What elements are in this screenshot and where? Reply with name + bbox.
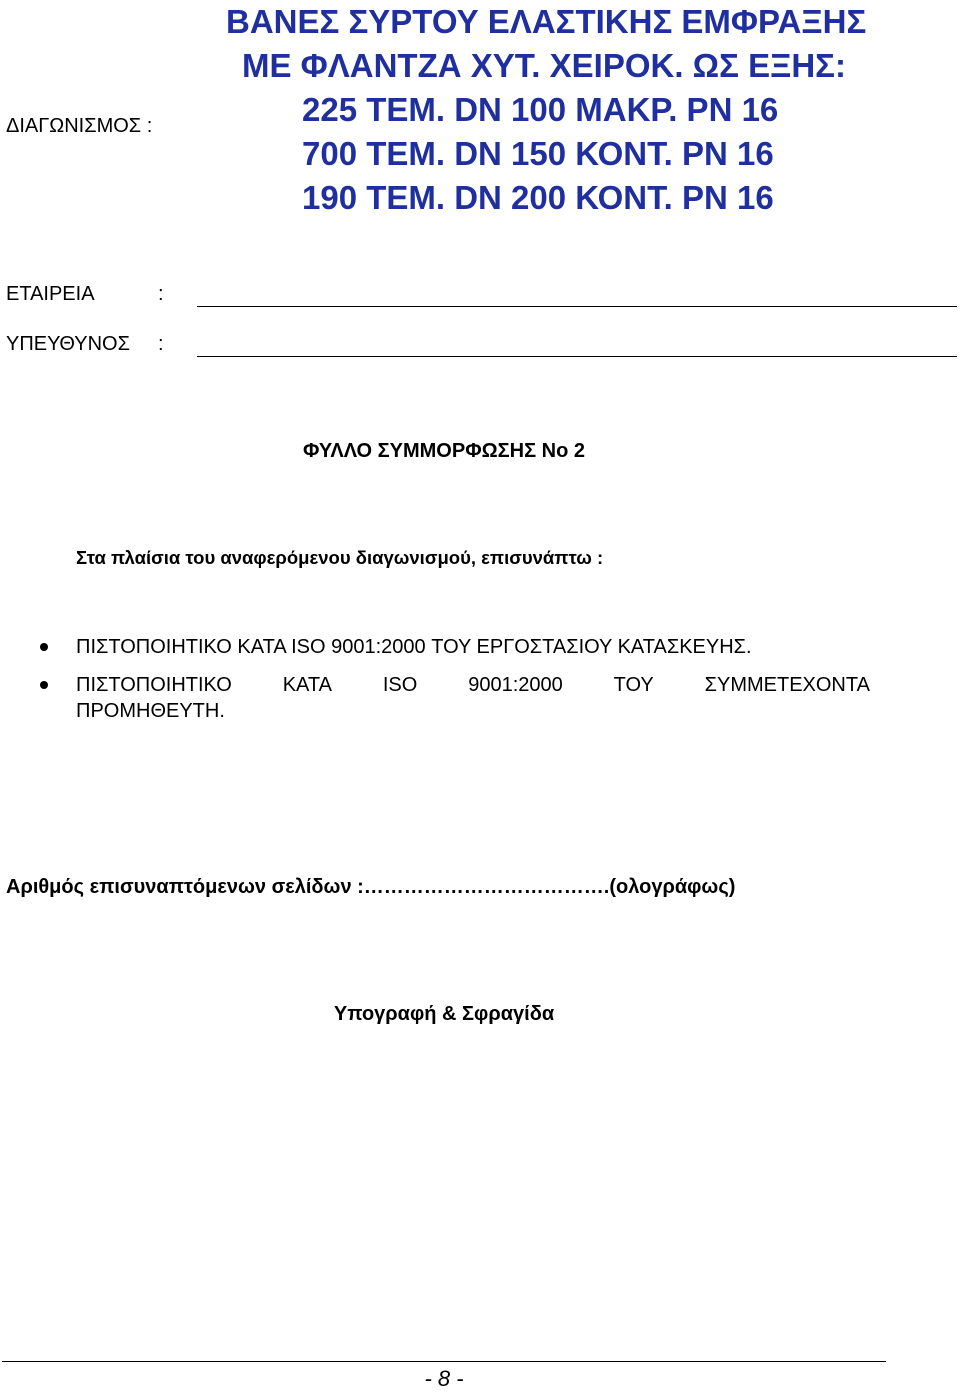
manager-fill-line[interactable] (197, 356, 957, 357)
list-item (0, 672, 960, 724)
company-colon: : (158, 283, 164, 305)
title-line: 700 ΤΕΜ. DN 150 ΚΟΝΤ. PN 16 (302, 135, 774, 172)
company-fill-line[interactable] (197, 306, 957, 307)
list-item-continuation: ΠΡΟΜΗΘΕΥΤΗ. (76, 700, 225, 722)
footer-divider (2, 1361, 886, 1362)
bullet-icon (40, 643, 48, 651)
title-line: ΜΕ ΦΛΑΝΤΖΑ ΧΥΤ. ΧΕΙΡΟΚ. ΩΣ ΕΞΗΣ: (242, 47, 846, 84)
title-line: 190 ΤΕΜ. DN 200 ΚΟΝΤ. PN 16 (302, 179, 774, 216)
list-item-word: ΚΑΤΑ (282, 674, 332, 696)
tender-title (222, 0, 952, 220)
list-item-word: ΠΙΣΤΟΠΟΙΗΤΙΚΟ (76, 674, 232, 696)
page-number: - 8 - (424, 1366, 464, 1391)
bullet-icon (40, 681, 48, 689)
list-item-word: 9001:2000 (468, 674, 563, 696)
compliance-sheet-title: ΦΥΛΛΟ ΣΥΜΜΟΡΦΩΣΗΣ Νο 2 (303, 440, 585, 462)
list-item-word: ISO (382, 674, 418, 696)
intro-text: Στα πλαίσια του αναφερόμενου διαγωνισμού, επισυνάπτω : (76, 547, 604, 568)
attached-pages-count: Αριθμός επισυναπτόμενων σελίδων :……………………………….(ολογράφως) (6, 876, 736, 898)
manager-colon: : (158, 333, 164, 355)
list-item-line (76, 672, 870, 698)
manager-label: ΥΠΕΥΘΥΝΟΣ (6, 333, 130, 355)
company-label: ΕΤΑΙΡΕΙΑ (6, 283, 95, 305)
list-item-text: ΠΙΣΤΟΠΟΙΗΤΙΚΟ ΚΑΤΑ ISO 9001:2000 ΤΟΥ ΕΡΓΟΣΤΑΣΙΟΥ ΚΑΤΑΣΚΕΥΗΣ. (76, 636, 752, 658)
list-item-word: ΤΟΥ (613, 674, 654, 696)
attachments-list (0, 634, 960, 736)
tender-label: ΔΙΑΓΩΝΙΣΜΟΣ : (6, 115, 153, 137)
list-item-word: ΣΥΜΜΕΤΕΧΟΝΤΑ (704, 674, 870, 696)
title-line: 225 ΤΕΜ. DN 100 ΜΑΚΡ. PN 16 (302, 91, 779, 128)
title-line: ΒΑΝΕΣ ΣΥΡΤΟΥ ΕΛΑΣΤΙΚΗΣ ΕΜΦΡΑΞΗΣ (226, 3, 867, 40)
signature-stamp-label: Υπογραφή & Σφραγίδα (333, 1003, 555, 1025)
list-item (0, 634, 960, 660)
